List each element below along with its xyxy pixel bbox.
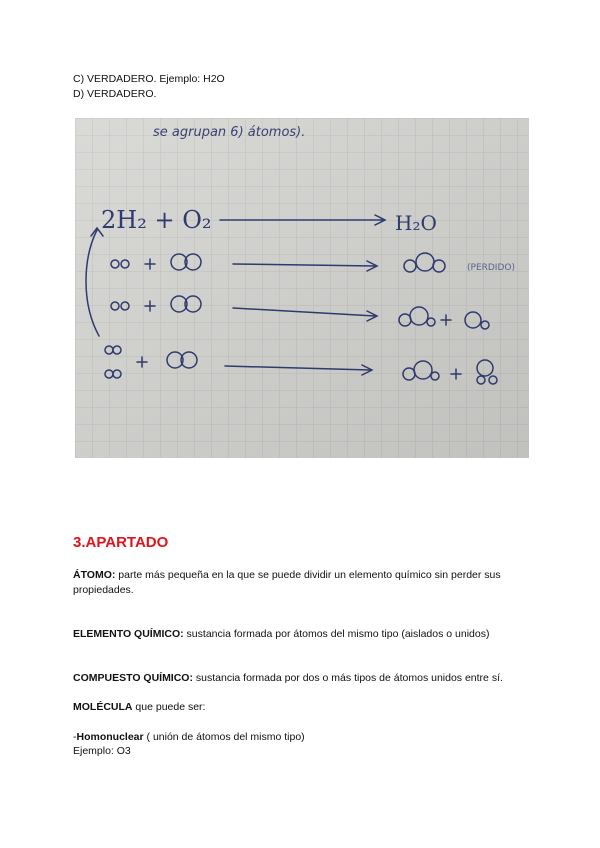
homonuclear-example: Ejemplo: O3	[73, 745, 131, 757]
elemento-term: ELEMENTO QUÍMICO:	[73, 628, 184, 640]
elemento-text: sustancia formada por átomos del mismo tipo (aislados o unidos)	[183, 628, 490, 640]
homonuclear-term: Homonuclear	[76, 731, 144, 743]
homonuclear-item	[73, 730, 533, 745]
molecula-term: MOLÉCULA	[73, 701, 133, 713]
molecula-intro	[73, 700, 533, 715]
atomo-definition	[73, 568, 533, 598]
handwritten-caption: se agrupan 6) átomos).	[153, 125, 306, 140]
atomo-term: ÁTOMO:	[73, 569, 116, 581]
homonuclear-text: ( unión de átomos del mismo tipo)	[143, 731, 305, 743]
elemento-definition	[73, 627, 533, 642]
side-note: (PERDIDO)	[467, 263, 515, 273]
equation-product: H₂O	[395, 211, 437, 235]
equation-reactants: 2H₂ + O₂	[101, 206, 212, 234]
answer-c: C) VERDADERO. Ejemplo: H2O	[73, 73, 225, 85]
compuesto-text: sustancia formada por dos o más tipos de átomos unidos entre sí.	[192, 672, 503, 684]
section-heading: 3.APARTADO	[73, 534, 169, 551]
molecula-text: que puede ser:	[132, 701, 206, 713]
answer-d: D) VERDADERO.	[73, 88, 157, 100]
homonuclear-dash: -	[73, 731, 77, 743]
atomo-text: parte más pequeña en la que se puede dividir un elemento químico sin perder sus propiedades.	[73, 569, 501, 596]
compuesto-definition	[73, 671, 533, 686]
compuesto-term: COMPUESTO QUÍMICO:	[73, 672, 193, 684]
handwritten-photo	[75, 118, 529, 458]
